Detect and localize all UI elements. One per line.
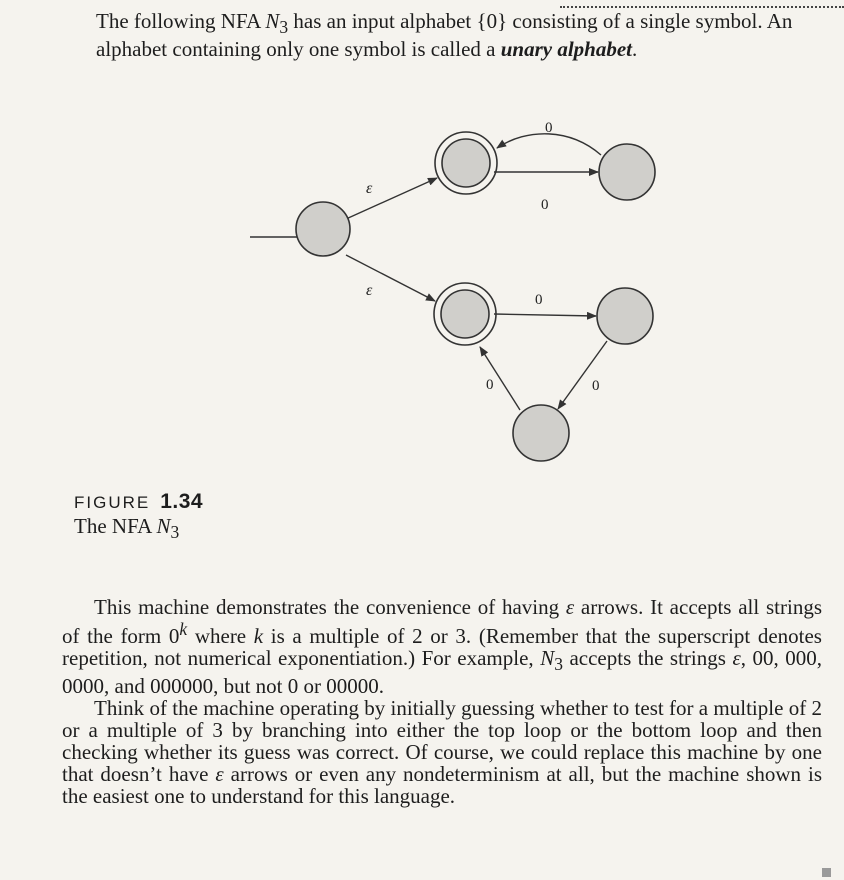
intro-text-3: . [632,37,638,62]
p1-text-d: is a multiple of 2 or 3. (Remember that the superscript denotes repetition, not numerical exponentiation.) For example, [62,624,822,670]
p1-text-a: This machine demonstrates the convenience of having [94,595,566,619]
label-bottom-up: 0 [486,377,494,393]
p1-text-b: arrows. It accepts all strings of the form 0 [62,595,822,648]
corner-mark [822,868,831,877]
figure-number: 1.34 [160,490,204,513]
epsilon-edge-bottom [346,255,435,301]
p1-text-c: where [187,624,254,648]
label-eps-bottom: ε [366,282,373,299]
p1-nfa-subscript: 3 [554,654,563,675]
state-top-accept [435,132,497,194]
p1-text-f: , 00, 000, 0000, and 000000, but not 0 or 00000. [62,646,823,699]
figure-word: FIGURE [74,493,151,512]
label-top-arc: 0 [545,120,553,136]
intro-text-2: has an input alphabet {0} consisting of a single symbol. An alphabet containing only one symbol is called a [96,9,793,62]
caption-nfa-subscript: 3 [170,522,180,543]
edge-bottom-right [494,314,596,316]
figure-caption [74,514,179,543]
intro-text-1: The following NFA [96,9,266,33]
state-bottom-right [597,288,653,344]
figure-label [74,490,203,514]
paragraph-2 [62,697,822,807]
p1-epsilon-2: ε [732,646,741,670]
p1-superscript-k: k [179,619,188,639]
p1-nfa-name: N [540,646,555,670]
state-bottom-accept [434,283,496,345]
label-top-lower: 0 [541,197,549,213]
edge-top-upper-arc [497,134,601,155]
intro-nfa-subscript: 3 [279,17,289,38]
p2-epsilon: ε [215,762,224,787]
state-bottom-low [513,405,569,461]
state-start [296,202,350,256]
caption-prefix: The NFA [74,514,157,538]
edge-bottom-down [558,341,607,409]
label-bottom-right: 0 [535,292,543,308]
p1-text-e: accepts the strings [562,646,733,670]
label-eps-top: ε [366,180,373,197]
p2-text-end: arrows or even any nondeterminism at all, but the machine shown is the easiest one to understand for this language. [62,762,822,809]
paragraph-1 [62,596,822,697]
p1-epsilon-1: ε [565,595,575,619]
state-top-right [599,144,655,200]
p1-var-k: k [253,624,264,648]
intro-nfa-name: N [265,9,280,33]
epsilon-edge-top [346,178,437,219]
label-bottom-down: 0 [592,378,600,394]
caption-nfa-name: N [156,514,171,538]
unary-alphabet-term: unary alphabet [500,37,633,62]
body-text [62,596,822,807]
p2-text: Think of the machine operating by initially guessing whether to test for a multiple of 2 or a multiple of 3 by branching into either the top loop or the bottom loop and then checking whether its guess was correct. Of course, we could replace this machine by one that doesn’t have [62,696,822,787]
